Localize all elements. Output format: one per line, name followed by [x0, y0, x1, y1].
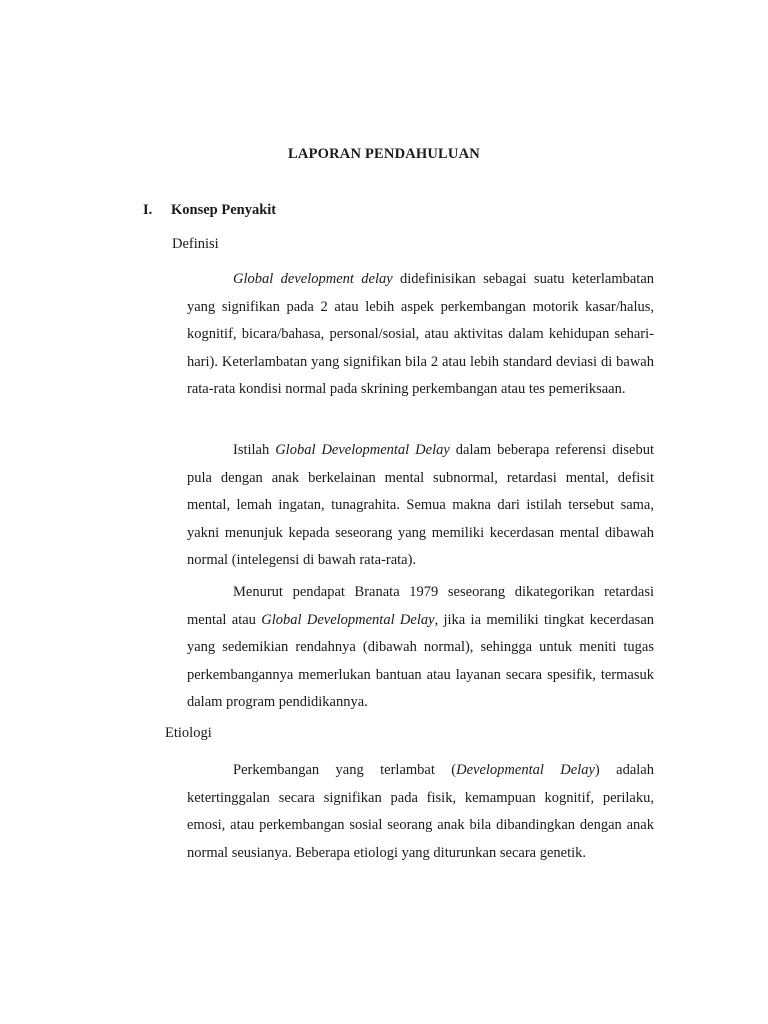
section-number: I.	[143, 202, 153, 218]
paragraph-text: Istilah	[233, 442, 276, 458]
italic-term: Global Developmental Delay	[275, 442, 450, 458]
paragraph-text: Perkembangan yang terlambat (	[233, 762, 457, 778]
italic-term: Developmental Delay	[456, 762, 595, 778]
paragraph-definisi-1	[187, 266, 654, 404]
paragraph-text: Menurut pendapat Branata 1979 seseorang dikategorikan retardasi mental atau	[187, 584, 654, 628]
paragraph-etiologi-1	[187, 757, 654, 867]
subheading-definisi: Definisi	[172, 236, 219, 252]
paragraph-text: didefinisikan sebagai suatu keterlambatan yang signifikan pada 2 atau lebih aspek perkembangan motorik kasar/halus, kognitif, bicara/bahasa, personal/sosial, atau aktivitas dalam kehidupan sehari-hari). Keterlambatan yang signifikan bila 2 atau lebih standard deviasi di bawah rata-rata kondisi normal pada skrining perkembangan atau tes pemeriksaan.	[187, 271, 655, 398]
paragraph-text: ) adalah ketertinggalan secara signifikan pada fisik, kemampuan kognitif, perilaku, emosi, atau perkembangan sosial seorang anak bila dibandingkan dengan anak normal seusianya. Beberapa etiologi yang diturunkan secara genetik.	[187, 762, 654, 861]
section-heading	[143, 202, 276, 219]
paragraph-text: , jika ia memiliki tingkat kecerdasan yang sedemikian rendahnya (dibawah normal), sehingga untuk meniti tugas perkembangannya memerlukan bantuan atau layanan secara spesifik, termasuk dalam program pendidikannya.	[187, 611, 655, 711]
italic-term: Global Developmental Delay	[261, 611, 435, 628]
document-title: LAPORAN PENDAHULUAN	[288, 146, 480, 162]
paragraph-definisi-3	[187, 579, 654, 717]
paragraph-definisi-2	[187, 437, 654, 575]
section-title: Konsep Penyakit	[171, 202, 277, 218]
paragraph-text: dalam beberapa referensi disebut pula dengan anak berkelainan mental subnormal, retardasi mental, defisit mental, lemah ingatan, tunagrahita. Semua makna dari istilah tersebut sama, yakni menunjuk kepada seseorang yang memiliki kecerdasan mental dibawah normal (intelegensi di bawah rata-rata).	[187, 442, 654, 569]
subheading-etiologi: Etiologi	[165, 725, 212, 741]
italic-term: Global development delay	[233, 271, 393, 287]
